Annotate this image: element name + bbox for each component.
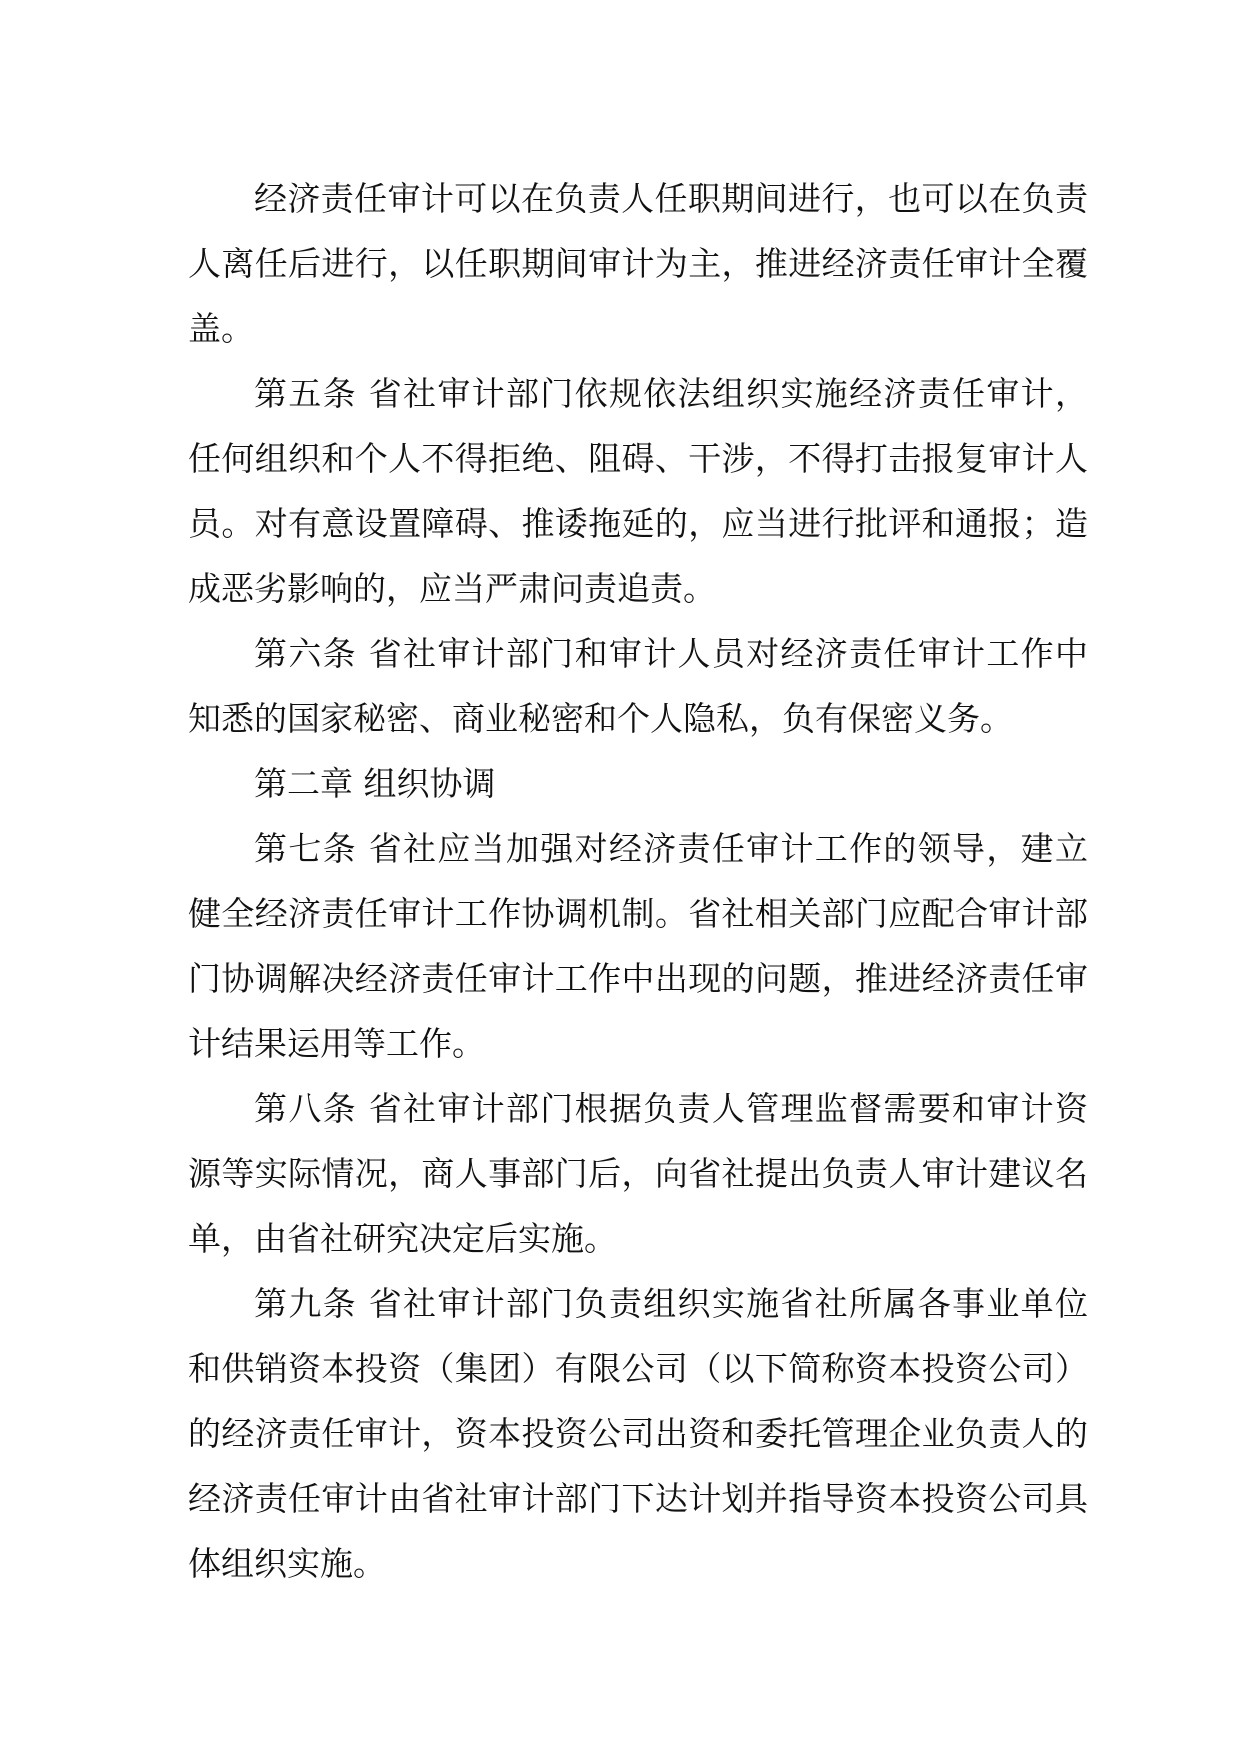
article-8: 第八条 省社审计部门根据负责人管理监督需要和审计资源等实际情况，商人事部门后，向省社提出负责人审计建议名单，由省社研究决定后实施。 [188,1089,1088,1258]
article-9: 第九条 省社审计部门负责组织实施省社所属各事业单位和供销资本投资（集团）有限公司（以下简称资本投资公司）的经济责任审计，资本投资公司出资和委托管理企业负责人的经济责任审计由省社审计部门下达计划并指导资本投资公司具体组织实施。 [188,1284,1088,1583]
document-body [188,166,1088,1596]
paragraph-audit-period: 经济责任审计可以在负责人任职期间进行，也可以在负责人离任后进行，以任职期间审计为主，推进经济责任审计全覆盖。 [188,179,1088,348]
article-6: 第六条 省社审计部门和审计人员对经济责任审计工作中知悉的国家秘密、商业秘密和个人隐私，负有保密义务。 [188,634,1088,738]
article-7: 第七条 省社应当加强对经济责任审计工作的领导，建立健全经济责任审计工作协调机制。省社相关部门应配合审计部门协调解决经济责任审计工作中出现的问题，推进经济责任审计结果运用等工作。 [188,829,1088,1063]
chapter-2-heading: 第二章 组织协调 [254,764,496,803]
article-5: 第五条 省社审计部门依规依法组织实施经济责任审计，任何组织和个人不得拒绝、阻碍、干涉，不得打击报复审计人员。对有意设置障碍、推诿拖延的，应当进行批评和通报；造成恶劣影响的，应当严肃问责追责。 [188,374,1088,608]
